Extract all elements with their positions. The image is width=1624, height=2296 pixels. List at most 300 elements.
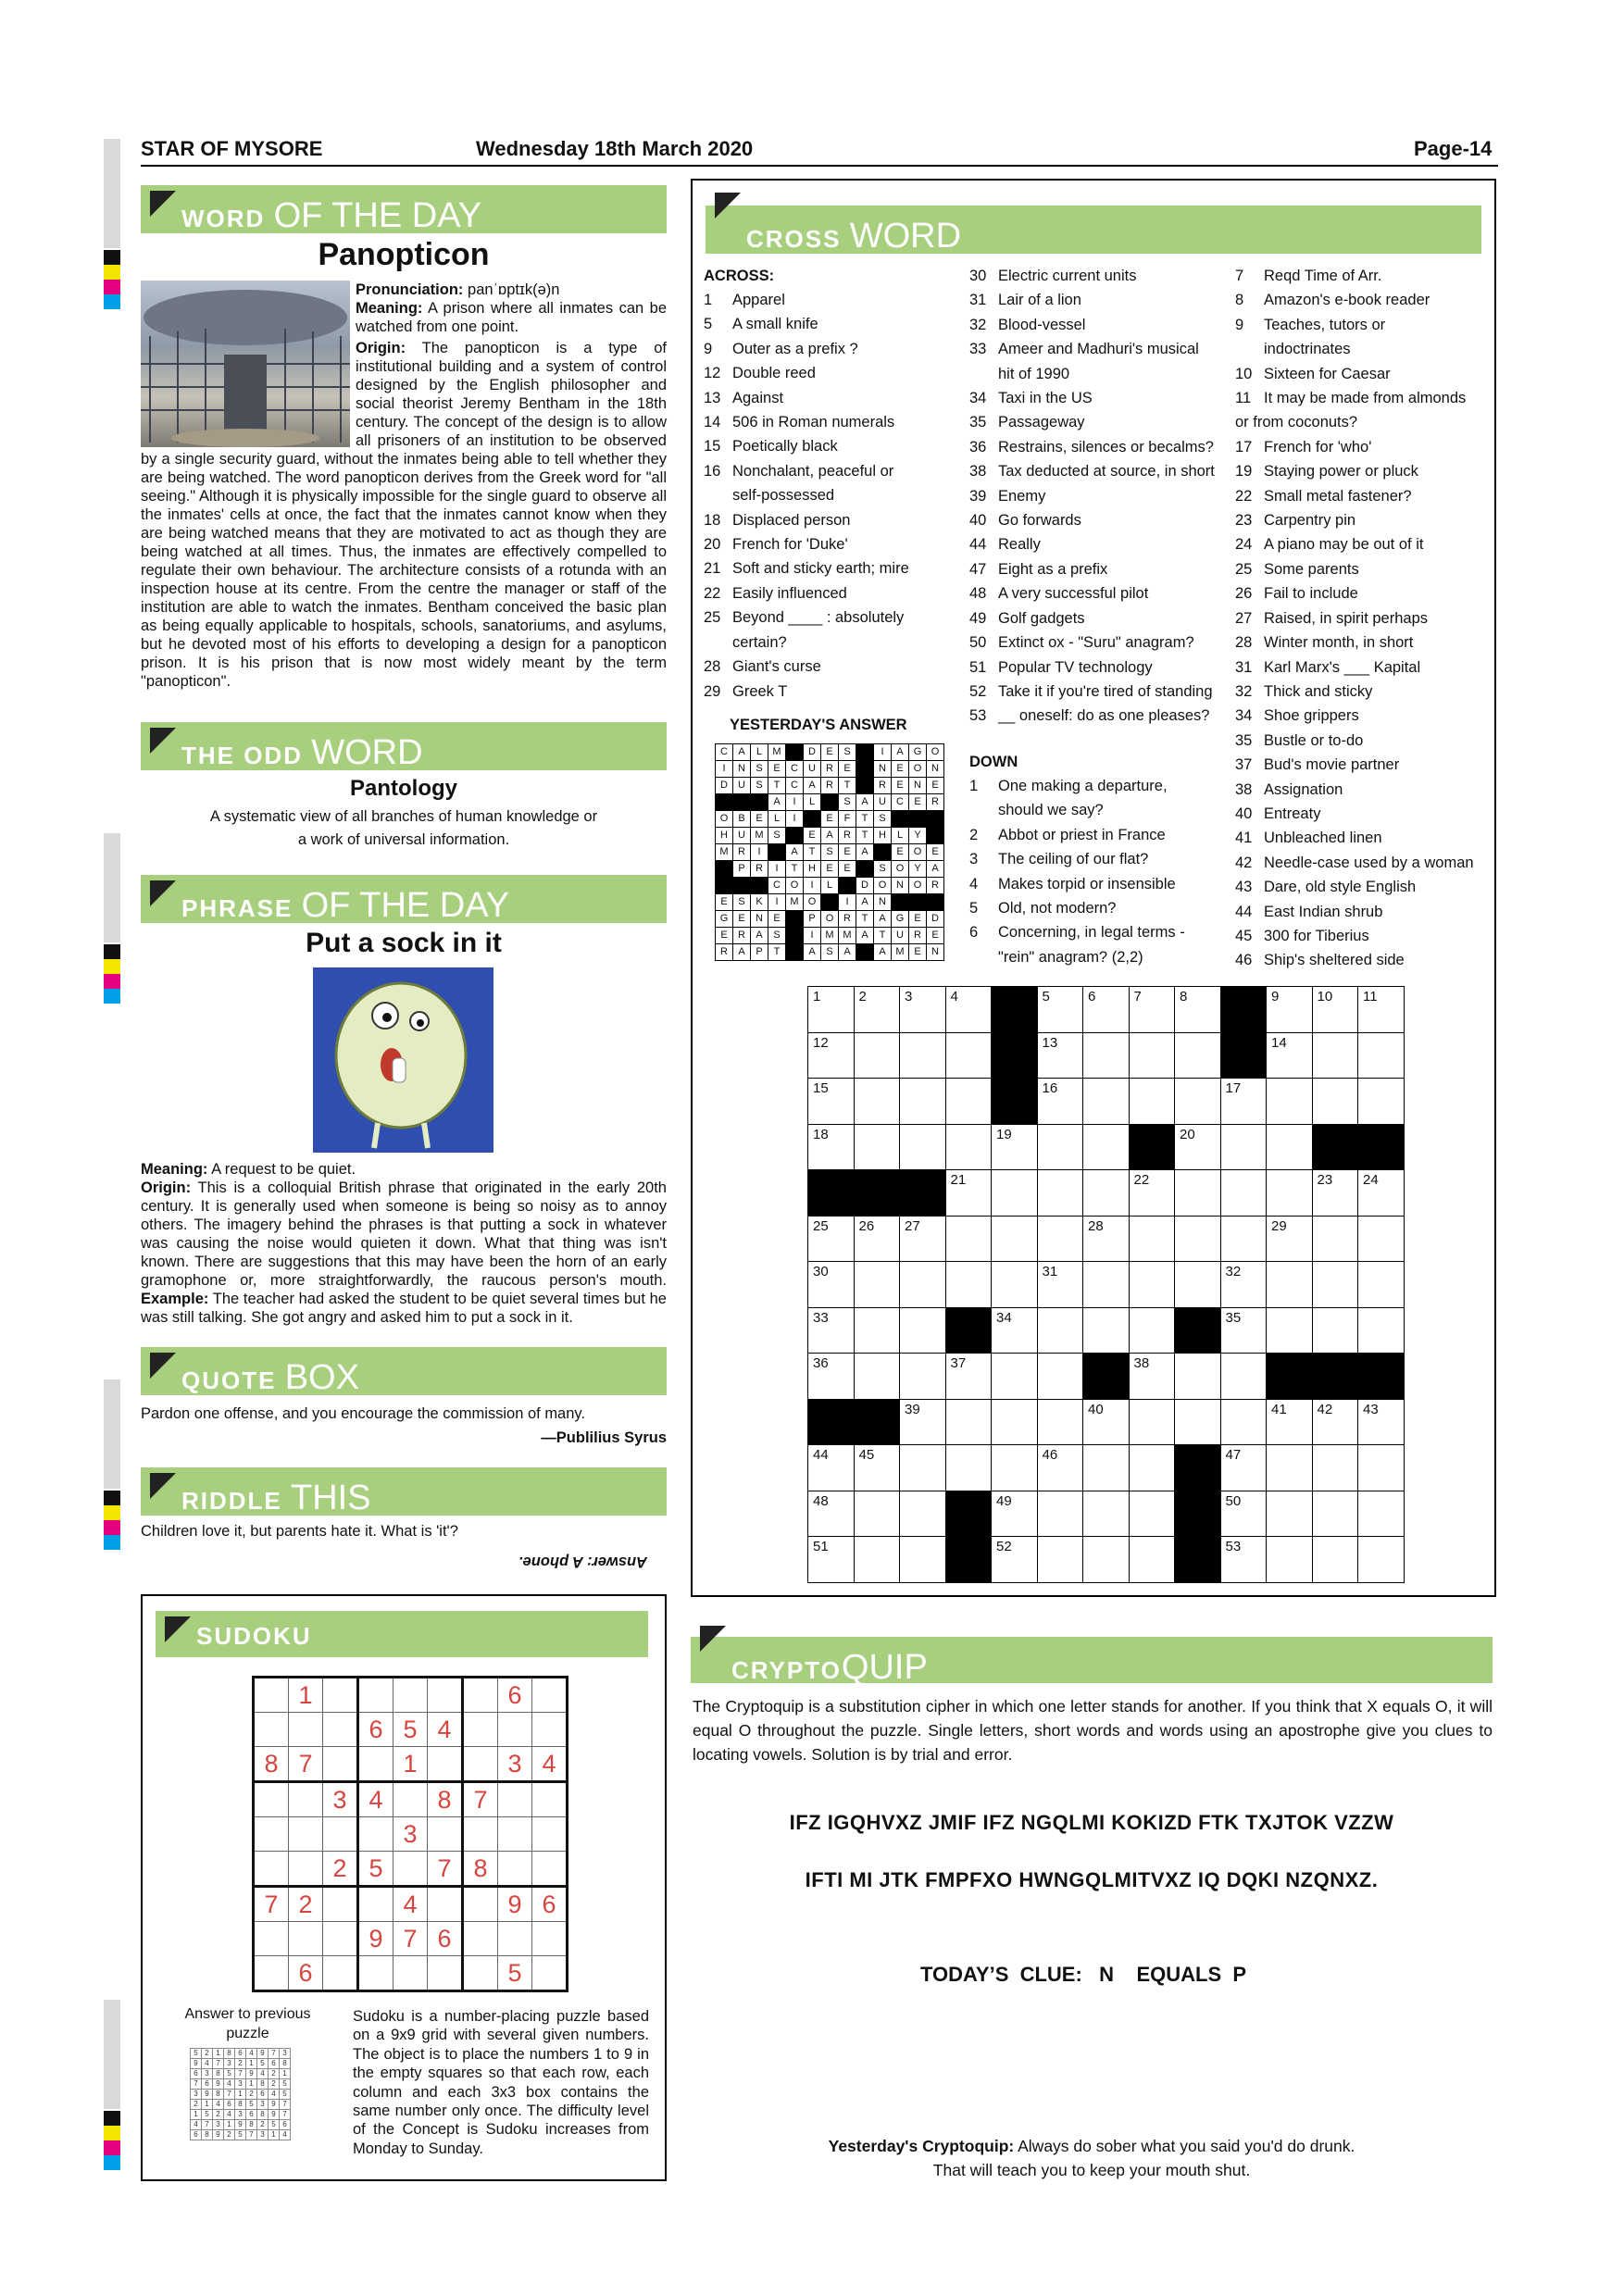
crossword-cell[interactable] — [808, 1354, 855, 1400]
sudoku-cell[interactable]: 2 — [289, 1887, 323, 1922]
sudoku-cell[interactable] — [498, 1852, 532, 1887]
crossword-cell[interactable] — [1175, 1399, 1221, 1445]
sudoku-cell[interactable] — [498, 1713, 532, 1747]
crossword-cell[interactable] — [1220, 1445, 1267, 1491]
sudoku-cell[interactable]: 1 — [394, 1747, 428, 1782]
clue-text: Greek T — [732, 682, 788, 700]
sudoku-cell[interactable]: 3 — [323, 1782, 358, 1817]
crossword-cell[interactable] — [992, 1491, 1038, 1537]
crossword-cell[interactable] — [1037, 1079, 1083, 1125]
crossword-cell[interactable] — [808, 1032, 855, 1079]
sudoku-cell[interactable] — [323, 1678, 358, 1713]
crossword-cell[interactable] — [1312, 1079, 1358, 1125]
crossword-cell[interactable] — [1267, 1032, 1313, 1079]
sudoku-cell[interactable]: 8 — [254, 1747, 289, 1782]
crossword-cell[interactable] — [992, 1537, 1038, 1583]
crossword-cell[interactable] — [1129, 1262, 1175, 1308]
crossword-cell[interactable] — [900, 1445, 946, 1491]
crossword-cell[interactable] — [945, 1354, 992, 1400]
sudoku-cell[interactable]: 3 — [498, 1747, 532, 1782]
sudoku-cell[interactable] — [532, 1817, 568, 1852]
crossword-cell[interactable] — [854, 987, 900, 1033]
crossword-cell[interactable] — [808, 1491, 855, 1537]
crossword-cell[interactable] — [1312, 1262, 1358, 1308]
crossword-cell[interactable] — [1083, 1445, 1130, 1491]
banner-corner-icon — [700, 1626, 726, 1652]
crossword-cell[interactable] — [1358, 1445, 1405, 1491]
crossword-cell[interactable] — [808, 1262, 855, 1308]
sudoku-cell[interactable] — [289, 1817, 323, 1852]
clue-text: Fail to include — [1264, 585, 1358, 603]
crossword-cell[interactable] — [945, 1170, 992, 1217]
sudoku-cell[interactable]: 5 — [358, 1852, 394, 1887]
value: panˈɒptɪk(ə)n — [468, 281, 560, 298]
crossword-cell[interactable] — [1358, 1399, 1405, 1445]
crossword-cell[interactable] — [1358, 1537, 1405, 1583]
crossword-cell[interactable] — [1037, 1445, 1083, 1491]
crossword-cell[interactable] — [945, 1079, 992, 1125]
clue-item — [1235, 508, 1474, 532]
sudoku-cell[interactable] — [498, 1817, 532, 1852]
sudoku-cell[interactable] — [498, 1782, 532, 1817]
crossword-cell[interactable] — [900, 1399, 946, 1445]
sudoku-cell[interactable] — [394, 1782, 428, 1817]
crossword-cell[interactable] — [854, 1307, 900, 1354]
sudoku-cell[interactable] — [289, 1922, 323, 1956]
crossword-cell[interactable] — [1358, 987, 1405, 1033]
sudoku-cell: 5 — [224, 2069, 235, 2079]
crossword-cell[interactable] — [1220, 1170, 1267, 1217]
crossword-cell[interactable] — [1083, 987, 1130, 1033]
sudoku-cell[interactable] — [323, 1956, 358, 1991]
sudoku-cell[interactable] — [428, 1956, 463, 1991]
crossword-cell[interactable] — [854, 1354, 900, 1400]
crossword-cell[interactable] — [992, 1262, 1038, 1308]
crossword-cell[interactable] — [1037, 1262, 1083, 1308]
label: Meaning: — [141, 1161, 208, 1178]
sudoku-cell[interactable]: 4 — [358, 1782, 394, 1817]
sudoku-cell[interactable] — [463, 1817, 498, 1852]
sudoku-cell[interactable] — [532, 1713, 568, 1747]
crossword-cell[interactable] — [900, 1537, 946, 1583]
clue-item — [704, 337, 909, 361]
crossword-cell[interactable] — [1037, 1216, 1083, 1262]
answer-cell: E — [751, 811, 768, 828]
sudoku-cell: 8 — [280, 2059, 291, 2069]
value: Always do sober what you said you'd do drunk. — [1018, 2137, 1355, 2155]
sudoku-cell[interactable] — [323, 1747, 358, 1782]
crossword-cell[interactable] — [1037, 1307, 1083, 1354]
crossword-cell[interactable] — [1175, 1170, 1221, 1217]
pronunciation-text — [356, 281, 667, 299]
answer-cell: O — [804, 894, 821, 911]
crossword-cell[interactable] — [1175, 1216, 1221, 1262]
crossword-cell[interactable] — [1267, 1079, 1313, 1125]
clue-item — [969, 362, 1215, 386]
sudoku-cell[interactable] — [532, 1922, 568, 1956]
crossword-cell[interactable] — [992, 1445, 1038, 1491]
down-clues-col — [969, 774, 1185, 969]
crossword-cell[interactable] — [1175, 1032, 1221, 1079]
crossword-cell[interactable] — [900, 1216, 946, 1262]
crossword-cell[interactable] — [1267, 1216, 1313, 1262]
answer-cell: A — [786, 844, 804, 861]
crossword-cell[interactable] — [854, 1124, 900, 1170]
crossword-cell[interactable] — [1129, 987, 1175, 1033]
crossword-cell[interactable] — [808, 1307, 855, 1354]
sudoku-cell[interactable] — [463, 1747, 498, 1782]
black-square — [927, 828, 944, 844]
sudoku-cell[interactable] — [323, 1922, 358, 1956]
answer-cell: S — [768, 928, 786, 944]
sudoku-cell: 8 — [246, 2120, 257, 2130]
sudoku-cell[interactable] — [498, 1922, 532, 1956]
crossword-cell[interactable] — [1267, 1537, 1313, 1583]
crossword-cell[interactable] — [1129, 1079, 1175, 1125]
sudoku-cell[interactable]: 7 — [428, 1852, 463, 1887]
crossword-cell[interactable] — [1175, 1079, 1221, 1125]
sudoku-cell[interactable] — [463, 1887, 498, 1922]
crossword-cell[interactable] — [1175, 1262, 1221, 1308]
crossword-cell[interactable] — [1129, 1216, 1175, 1262]
sudoku-cell[interactable]: 7 — [463, 1782, 498, 1817]
crossword-cell[interactable] — [1312, 1216, 1358, 1262]
crossword-cell[interactable] — [854, 1537, 900, 1583]
crossword-cell[interactable] — [945, 1032, 992, 1079]
answer-cell: N — [733, 761, 751, 778]
crossword-cell[interactable] — [1037, 1124, 1083, 1170]
crossword-cell[interactable] — [854, 1032, 900, 1079]
sudoku-cell: 1 — [246, 2079, 257, 2090]
crossword-cell[interactable] — [1037, 1491, 1083, 1537]
sudoku-cell[interactable] — [254, 1782, 289, 1817]
black-square — [892, 811, 909, 828]
answer-cell: R — [909, 928, 927, 944]
banner-label: SUDOKU — [196, 1622, 312, 1650]
cell-number: 6 — [1088, 989, 1096, 1004]
sudoku-cell[interactable] — [289, 1782, 323, 1817]
sudoku-cell[interactable] — [463, 1956, 498, 1991]
sudoku-cell[interactable] — [463, 1678, 498, 1713]
sudoku-cell[interactable]: 3 — [394, 1817, 428, 1852]
clue-item — [1235, 948, 1474, 972]
sudoku-cell: 7 — [280, 2100, 291, 2110]
sudoku-cell[interactable] — [463, 1922, 498, 1956]
crossword-cell[interactable] — [992, 1307, 1038, 1354]
crossword-cell[interactable] — [1175, 987, 1221, 1033]
crossword-cell[interactable] — [1083, 1079, 1130, 1125]
clue-text: Easily influenced — [732, 584, 847, 602]
crossword-cell[interactable] — [992, 1354, 1038, 1400]
sudoku-cell[interactable] — [532, 1678, 568, 1713]
crossword-cell[interactable] — [1083, 1399, 1130, 1445]
sudoku-cell[interactable]: 7 — [254, 1887, 289, 1922]
crossword-cell[interactable] — [1358, 1216, 1405, 1262]
sudoku-cell[interactable] — [394, 1956, 428, 1991]
sudoku-cell[interactable] — [289, 1713, 323, 1747]
black-square — [856, 761, 874, 778]
sudoku-cell[interactable] — [428, 1817, 463, 1852]
sudoku-cell[interactable] — [463, 1713, 498, 1747]
sudoku-grid — [252, 1676, 568, 1992]
sudoku-cell[interactable] — [254, 1817, 289, 1852]
sudoku-cell[interactable] — [289, 1852, 323, 1887]
clue-text: Ship's sheltered side — [1264, 952, 1405, 969]
crossword-cell[interactable] — [1083, 1262, 1130, 1308]
crossword-cell[interactable] — [1267, 1307, 1313, 1354]
crossword-cell[interactable] — [900, 1032, 946, 1079]
crossword-cell[interactable] — [900, 1354, 946, 1400]
crossword-cell[interactable] — [1267, 1262, 1313, 1308]
crossword-cell[interactable] — [1312, 1399, 1358, 1445]
answer-cell: D — [856, 878, 874, 894]
sudoku-cell[interactable] — [254, 1852, 289, 1887]
sudoku-cell[interactable] — [394, 1678, 428, 1713]
crossword-cell[interactable] — [1312, 1537, 1358, 1583]
crossword-cell[interactable] — [900, 1124, 946, 1170]
crossword-cell[interactable] — [1312, 1032, 1358, 1079]
crossword-cell[interactable] — [945, 1124, 992, 1170]
sudoku-cell[interactable]: 7 — [289, 1747, 323, 1782]
crossword-cell[interactable] — [900, 1307, 946, 1354]
sudoku-cell[interactable]: 8 — [428, 1782, 463, 1817]
clue-number: 1 — [704, 292, 713, 308]
clue-number: 28 — [704, 658, 721, 676]
sudoku-cell[interactable] — [358, 1678, 394, 1713]
crossword-cell[interactable] — [1312, 1445, 1358, 1491]
sudoku-cell[interactable] — [254, 1922, 289, 1956]
cell-number: 36 — [813, 1355, 829, 1371]
sudoku-cell[interactable] — [394, 1852, 428, 1887]
answer-cell: U — [874, 794, 892, 811]
sudoku-cell[interactable]: 5 — [394, 1713, 428, 1747]
crossword-cell[interactable] — [1220, 1079, 1267, 1125]
clue-item — [704, 361, 909, 385]
sudoku-cell[interactable]: 4 — [428, 1713, 463, 1747]
sudoku-cell[interactable]: 8 — [463, 1852, 498, 1887]
crossword-cell[interactable] — [1129, 1445, 1175, 1491]
answer-cell: S — [751, 778, 768, 794]
crossword-cell[interactable] — [992, 1124, 1038, 1170]
sudoku-cell[interactable] — [532, 1782, 568, 1817]
clue-text: Thick and sticky — [1264, 682, 1373, 700]
crossword-cell[interactable] — [1129, 1307, 1175, 1354]
crossword-cell[interactable] — [1267, 1170, 1313, 1217]
crossword-cell[interactable] — [1358, 1032, 1405, 1079]
crossword-cell[interactable] — [1358, 1079, 1405, 1125]
answer-cell: H — [716, 828, 733, 844]
crossword-cell[interactable] — [1083, 1216, 1130, 1262]
clue-number: 27 — [1235, 609, 1253, 627]
crossword-cell[interactable] — [1267, 1445, 1313, 1491]
cell-number: 34 — [996, 1309, 1012, 1326]
crossword-cell[interactable] — [1083, 1170, 1130, 1217]
crossword-cell[interactable] — [900, 1079, 946, 1125]
clue-item — [969, 774, 1185, 798]
sudoku-cell[interactable] — [254, 1713, 289, 1747]
sudoku-cell[interactable]: 6 — [498, 1678, 532, 1713]
color-mark — [104, 1491, 120, 1550]
crossword-cell[interactable] — [1267, 1124, 1313, 1170]
sudoku-cell[interactable] — [358, 1887, 394, 1922]
crossword-cell[interactable] — [854, 1079, 900, 1125]
sudoku-cell[interactable]: 1 — [289, 1678, 323, 1713]
crossword-cell[interactable] — [1129, 1399, 1175, 1445]
crossword-cell[interactable] — [1129, 1170, 1175, 1217]
crossword-cell[interactable] — [808, 1079, 855, 1125]
crossword-cell[interactable] — [1220, 1124, 1267, 1170]
sudoku-cell: 8 — [235, 2100, 246, 2110]
crossword-cell[interactable] — [1220, 1216, 1267, 1262]
crossword-cell[interactable] — [854, 1445, 900, 1491]
sudoku-cell[interactable] — [254, 1678, 289, 1713]
crossword-cell[interactable] — [1037, 1399, 1083, 1445]
phrase-banner — [141, 875, 667, 923]
crossword-cell[interactable] — [1037, 1354, 1083, 1400]
crossword-cell[interactable] — [854, 1216, 900, 1262]
answer-cell: E — [804, 828, 821, 844]
down-heading: DOWN — [969, 754, 1018, 770]
answer-cell: E — [892, 844, 909, 861]
sudoku-cell[interactable]: 6 — [358, 1713, 394, 1747]
crossword-cell[interactable] — [1358, 1491, 1405, 1537]
crossword-cell[interactable] — [1129, 1032, 1175, 1079]
answer-cell: S — [874, 811, 892, 828]
sudoku-cell[interactable]: 6 — [289, 1956, 323, 1991]
crossword-cell[interactable] — [1312, 1307, 1358, 1354]
crossword-cell[interactable] — [992, 1399, 1038, 1445]
crossword-cell[interactable] — [808, 1537, 855, 1583]
crossword-cell[interactable] — [945, 1216, 992, 1262]
clue-item — [969, 680, 1215, 704]
sudoku-cell[interactable] — [358, 1747, 394, 1782]
clue-item — [969, 655, 1215, 680]
crossword-cell[interactable] — [1358, 1307, 1405, 1354]
sudoku-cell[interactable]: 6 — [428, 1922, 463, 1956]
crossword-cell[interactable] — [1220, 1262, 1267, 1308]
sudoku-cell: 2 — [224, 2130, 235, 2140]
sudoku-cell[interactable] — [323, 1713, 358, 1747]
crossword-cell[interactable] — [1220, 1537, 1267, 1583]
sudoku-cell[interactable] — [428, 1747, 463, 1782]
crossword-cell[interactable] — [808, 987, 855, 1033]
sudoku-cell[interactable] — [254, 1956, 289, 1991]
crossword-cell[interactable] — [1312, 1491, 1358, 1537]
crossword-cell[interactable] — [1220, 1307, 1267, 1354]
crossword-cell[interactable] — [1220, 1491, 1267, 1537]
banner-label: QUOTE — [181, 1366, 277, 1394]
crossword-cell[interactable] — [945, 1445, 992, 1491]
crossword-cell[interactable] — [945, 1262, 992, 1308]
sudoku-cell[interactable] — [532, 1956, 568, 1991]
clue-item — [1235, 655, 1474, 680]
crossword-cell[interactable] — [1312, 987, 1358, 1033]
sudoku-cell[interactable]: 6 — [532, 1887, 568, 1922]
clue-text: A very successful pilot — [998, 585, 1149, 603]
crossword-cell[interactable] — [900, 1262, 946, 1308]
crossword-cell[interactable] — [1083, 1032, 1130, 1079]
answer-cell: N — [927, 944, 944, 961]
crossword-cell[interactable] — [1267, 987, 1313, 1033]
sudoku-cell: 4 — [202, 2059, 213, 2069]
black-square — [992, 1079, 1038, 1125]
crossword-cell[interactable] — [1083, 1537, 1130, 1583]
crossword-cell[interactable] — [945, 987, 992, 1033]
crossword-cell[interactable] — [1037, 987, 1083, 1033]
phrase-meaning — [141, 1160, 667, 1179]
sudoku-cell[interactable]: 5 — [498, 1956, 532, 1991]
crossword-cell[interactable] — [808, 1124, 855, 1170]
crossword-cell[interactable] — [1083, 1307, 1130, 1354]
clue-text: East Indian shrub — [1264, 903, 1383, 920]
crossword-cell[interactable] — [1358, 1170, 1405, 1217]
sudoku-cell: 9 — [246, 2069, 257, 2079]
crossword-cell[interactable] — [1037, 1032, 1083, 1079]
crossword-cell[interactable] — [1037, 1537, 1083, 1583]
sudoku-cell: 5 — [269, 2120, 280, 2130]
cell-number: 4 — [950, 989, 958, 1004]
sudoku-cell[interactable]: 9 — [498, 1887, 532, 1922]
crossword-cell[interactable] — [1129, 1354, 1175, 1400]
answer-cell: E — [927, 778, 944, 794]
crossword-cell[interactable] — [854, 1491, 900, 1537]
crossword-cell[interactable] — [1267, 1491, 1313, 1537]
sudoku-cell[interactable]: 4 — [532, 1747, 568, 1782]
crossword-cell[interactable] — [992, 1170, 1038, 1217]
crossword-cell[interactable] — [1037, 1170, 1083, 1217]
crossword-cell[interactable] — [1220, 1354, 1267, 1400]
clue-item — [704, 459, 909, 483]
crossword-cell[interactable] — [808, 1216, 855, 1262]
crossword-cell[interactable] — [1129, 1491, 1175, 1537]
sudoku-cell[interactable] — [358, 1956, 394, 1991]
crossword-cell[interactable] — [900, 987, 946, 1033]
sudoku-cell[interactable] — [323, 1887, 358, 1922]
sudoku-cell[interactable]: 9 — [358, 1922, 394, 1956]
sudoku-cell[interactable]: 2 — [323, 1852, 358, 1887]
crossword-cell[interactable] — [1312, 1170, 1358, 1217]
clue-number: 38 — [1235, 780, 1253, 798]
clue-number: 29 — [704, 682, 721, 700]
clue-number: 34 — [969, 390, 987, 407]
crossword-cell[interactable] — [945, 1399, 992, 1445]
crossword-cell[interactable] — [1129, 1537, 1175, 1583]
crossword-cell[interactable] — [1358, 1262, 1405, 1308]
crossword-cell[interactable] — [1083, 1491, 1130, 1537]
sudoku-cell[interactable]: 7 — [394, 1922, 428, 1956]
crossword-cell[interactable] — [900, 1491, 946, 1537]
crossword-cell[interactable] — [854, 1262, 900, 1308]
sudoku-cell[interactable] — [428, 1678, 463, 1713]
sudoku-cell[interactable] — [358, 1817, 394, 1852]
sudoku-cell[interactable] — [323, 1817, 358, 1852]
cell-number: 39 — [905, 1401, 920, 1417]
clue-item — [969, 288, 1215, 312]
sudoku-cell[interactable] — [532, 1852, 568, 1887]
crossword-cell[interactable] — [1220, 1399, 1267, 1445]
crossword-cell[interactable] — [1175, 1354, 1221, 1400]
clue-text: certain? — [732, 633, 787, 651]
answer-cell: I — [768, 861, 786, 878]
crossword-cell[interactable] — [808, 1445, 855, 1491]
crossword-cell[interactable] — [1175, 1124, 1221, 1170]
crossword-cell[interactable] — [1267, 1399, 1313, 1445]
crossword-cell[interactable] — [992, 1216, 1038, 1262]
crossword-cell[interactable] — [1083, 1124, 1130, 1170]
sudoku-cell[interactable] — [428, 1887, 463, 1922]
clue-number: 20 — [704, 536, 721, 554]
sudoku-cell[interactable]: 4 — [394, 1887, 428, 1922]
